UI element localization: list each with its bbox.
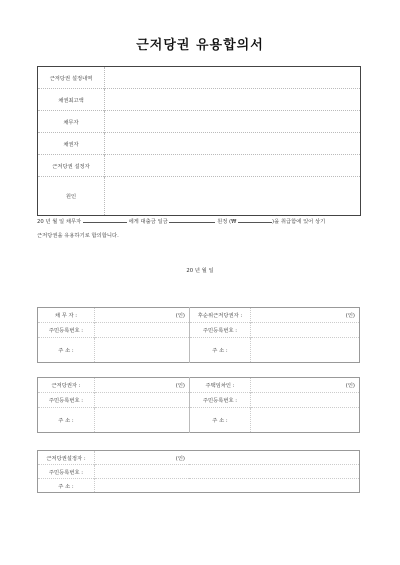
signature-block-2 (37, 377, 360, 433)
date-line: 20 년 월 일 (186, 268, 214, 274)
row-label: 채무자 (38, 111, 105, 133)
sig-label: 후순위근저당권자 : (190, 308, 251, 323)
sig-value[interactable] (95, 479, 190, 493)
mortgage-details-table (37, 66, 361, 216)
debtor-blank[interactable] (83, 216, 127, 223)
sig-label: 주민등록번호 : (38, 323, 95, 338)
table-row (38, 378, 360, 393)
table-row (38, 67, 361, 89)
seal-mark: (인) (175, 455, 185, 462)
seal-mark: (인) (95, 308, 190, 323)
row-value[interactable] (105, 89, 361, 111)
document-title: 근저당권 유용합의서 (136, 38, 264, 53)
sig-value[interactable] (189, 479, 360, 493)
para-text: )을 취급함에 있어 상기 (272, 219, 326, 225)
sig-label: 주 소 : (38, 479, 95, 493)
table-row (38, 177, 361, 216)
row-value[interactable] (105, 133, 361, 155)
table-row (38, 308, 360, 323)
sig-value[interactable] (95, 465, 190, 479)
row-label: 근저당권 설정내역 (38, 67, 105, 89)
sig-label: 주택임차인 : (190, 378, 251, 393)
sig-value[interactable] (251, 393, 360, 408)
table-row (38, 133, 361, 155)
sig-label: 주민등록번호 : (38, 393, 95, 408)
table-row (38, 393, 360, 408)
sig-label: 주민등록번호 : (190, 393, 251, 408)
sig-label: 채 무 자 : (38, 308, 95, 323)
para-text: 근저당권을 유용하기로 합의합니다. (37, 233, 119, 239)
sig-value[interactable] (95, 338, 190, 363)
seal-mark: (인) (345, 313, 355, 319)
table-row (38, 451, 360, 465)
sig-label: 주민등록번호 : (190, 323, 251, 338)
seal-mark: (인) (345, 383, 355, 389)
row-value[interactable] (105, 111, 361, 133)
sig-label: 주 소 : (38, 338, 95, 363)
row-label: 채권최고액 (38, 89, 105, 111)
sig-value[interactable] (95, 323, 190, 338)
para-text: 20 년 월 일 채무자 (37, 219, 82, 225)
seal-mark: (인) (95, 378, 190, 393)
table-row (38, 323, 360, 338)
sig-label: 주 소 : (190, 408, 251, 433)
sig-label: 주 소 : (190, 338, 251, 363)
row-value[interactable] (105, 155, 361, 177)
row-label: 원인 (38, 177, 105, 216)
para-text: 원정 (₩ (217, 219, 237, 225)
signature-block-1 (37, 307, 360, 363)
sig-value[interactable] (189, 465, 360, 479)
sig-value[interactable] (251, 323, 360, 338)
table-row (38, 89, 361, 111)
row-label: 채권자 (38, 133, 105, 155)
table-row (38, 155, 361, 177)
table-row (38, 408, 360, 433)
sig-label: 근저당권자 : (38, 378, 95, 393)
sig-value[interactable] (251, 338, 360, 363)
sig-value[interactable] (189, 451, 360, 465)
table-row (38, 111, 361, 133)
sig-value[interactable] (95, 408, 190, 433)
table-row (38, 479, 360, 493)
row-label: 근저당권 설정자 (38, 155, 105, 177)
sig-label: 주 소 : (38, 408, 95, 433)
amount-blank[interactable] (169, 216, 215, 223)
sig-value[interactable] (251, 408, 360, 433)
table-row (38, 338, 360, 363)
sig-value[interactable] (95, 393, 190, 408)
row-value[interactable] (105, 67, 361, 89)
signature-block-3 (37, 450, 360, 493)
para-text: 에게 대출금 일금 (128, 219, 168, 225)
table-row (38, 465, 360, 479)
sig-label: 주민등록번호 : (38, 465, 95, 479)
amount-number-blank[interactable] (238, 216, 272, 223)
agreement-paragraph (37, 215, 365, 243)
row-value[interactable] (105, 177, 361, 216)
sig-label: 근저당권설정자 : (38, 451, 95, 465)
